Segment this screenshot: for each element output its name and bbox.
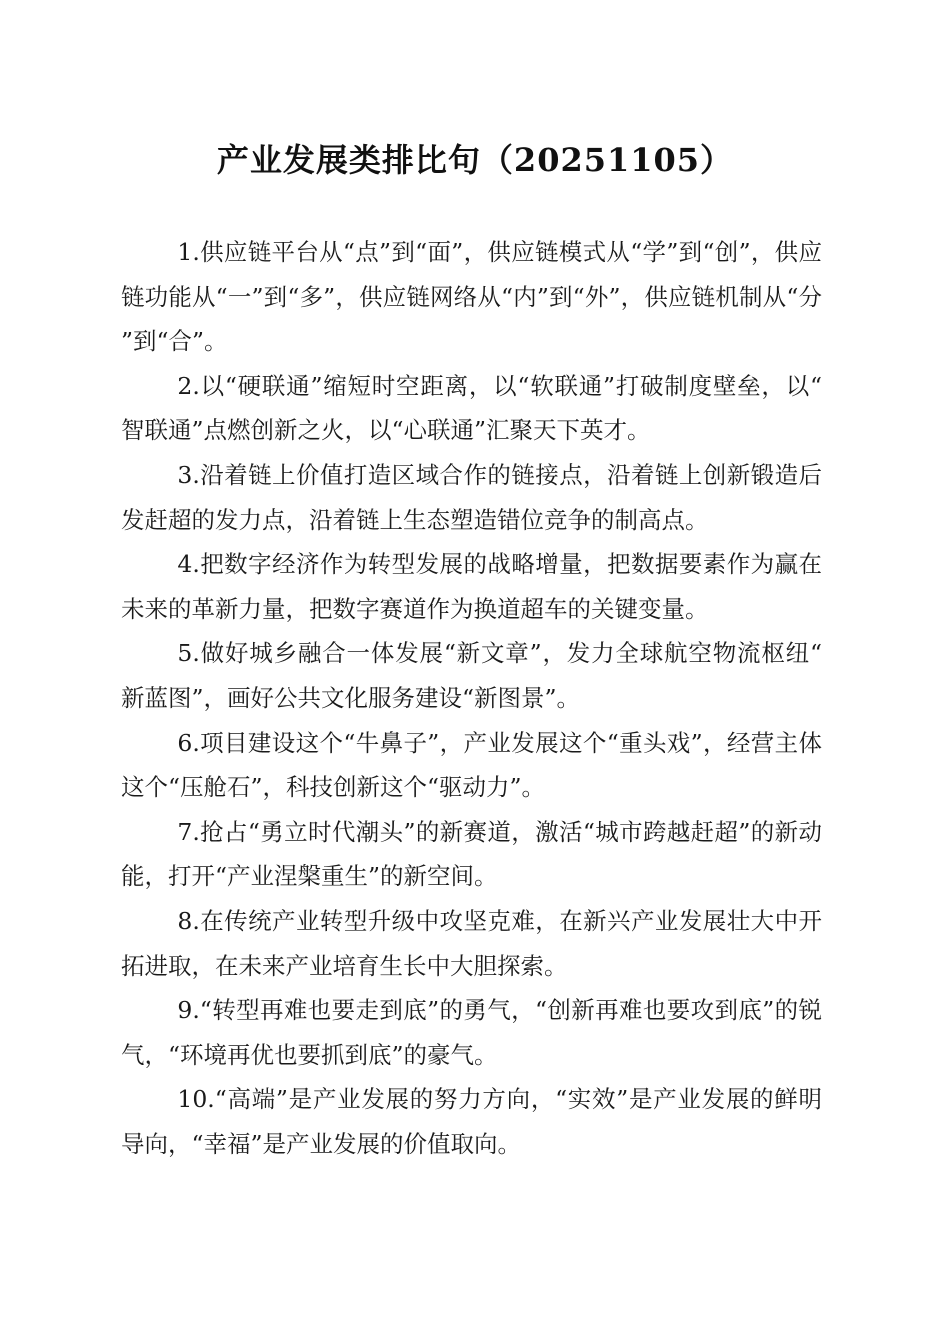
document-title: 产业发展类排比句（20251105） bbox=[216, 141, 734, 179]
paragraph: 9.“转型再难也要走到底”的勇气，“创新再难也要攻到底”的锐气，“环境再优也要抓到底”的豪气。 bbox=[121, 996, 822, 1069]
paragraph: 7.抢占“勇立时代潮头”的新赛道，激活“城市跨越赶超”的新动能，打开“产业涅槃重生”的新空间。 bbox=[121, 817, 822, 891]
paragraph: 5.做好城乡融合一体发展“新文章”，发力全球航空物流枢纽“新蓝图”，画好公共文化服务建设“新图景”。 bbox=[121, 639, 822, 712]
paragraph: 3.沿着链上价值打造区域合作的链接点，沿着链上创新锻造后发赶超的发力点，沿着链上生态塑造错位竞争的制高点。 bbox=[121, 460, 822, 534]
paragraph: 1.供应链平台从“点”到“面”，供应链模式从“学”到“创”，供应链功能从“一”到“多”，供应链网络从“内”到“外”，供应链机制从“分”到“合”。 bbox=[121, 238, 822, 356]
paragraph: 8.在传统产业转型升级中攻坚克难，在新兴产业发展壮大中开拓进取，在未来产业培育生长中大胆探索。 bbox=[121, 906, 822, 980]
paragraph: 10.“高端”是产业发展的努力方向，“实效”是产业发展的鲜明导向，“幸福”是产业发展的价值取向。 bbox=[121, 1085, 822, 1158]
paragraph: 4.把数字经济作为转型发展的战略增量，把数据要素作为赢在未来的革新力量，把数字赛道作为换道超车的关键变量。 bbox=[121, 550, 822, 623]
paragraph: 6.项目建设这个“牛鼻子”，产业发展这个“重头戏”，经营主体这个“压舱石”，科技创新这个“驱动力”。 bbox=[121, 728, 822, 802]
paragraph: 2.以“硬联通”缩短时空距离，以“软联通”打破制度壁垒，以“智联通”点燃创新之火，以“心联通”汇聚天下英才。 bbox=[121, 371, 822, 445]
document-body bbox=[121, 230, 822, 1166]
